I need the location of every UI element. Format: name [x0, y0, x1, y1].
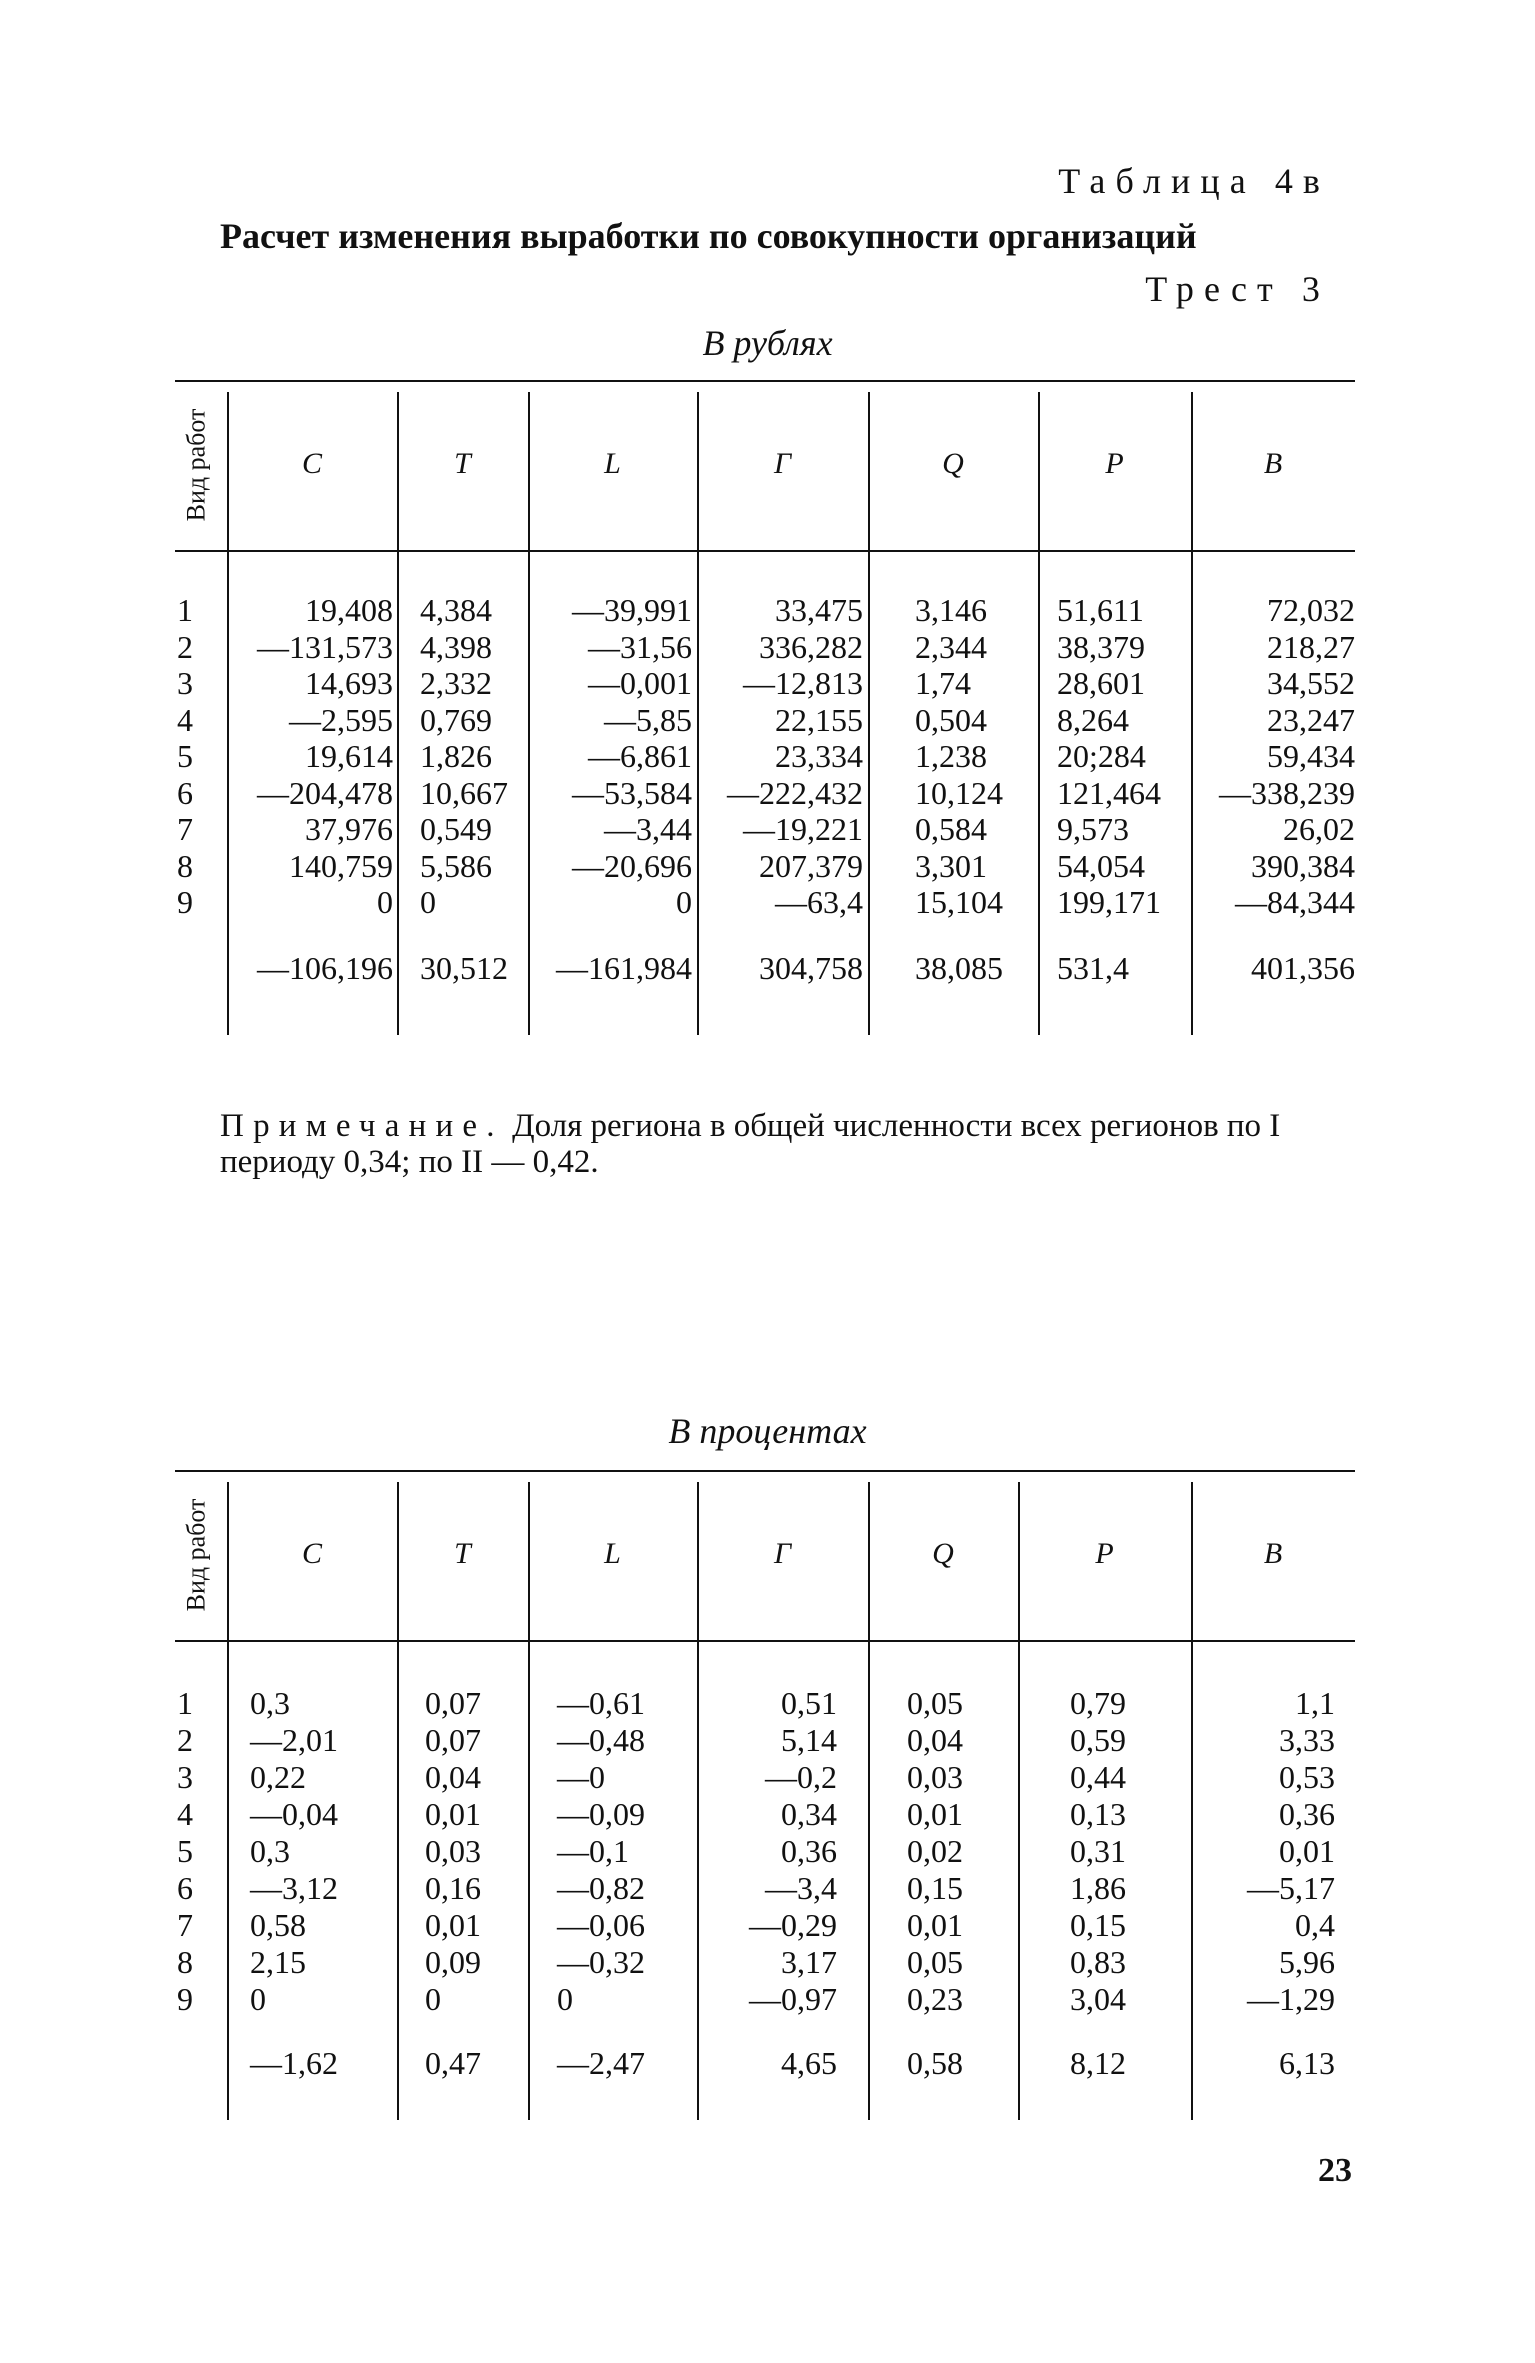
table-cell: 0,769 — [420, 701, 492, 738]
column-header: В — [1263, 1537, 1283, 1570]
table-cell: 10,124 — [915, 774, 1003, 811]
table-cell: 0,07 — [425, 1722, 481, 1758]
note-text: Доля региона в общей численности всех регионов по I периоду 0,34; по II — 0,42. — [220, 1108, 1281, 1181]
table-cell: 0,23 — [907, 1981, 963, 2017]
table-cell: —3,12 — [250, 1870, 338, 1906]
table-cell: —0,48 — [557, 1722, 645, 1758]
row-header-label: Вид работ — [181, 408, 210, 522]
table-cell: —131,573 — [257, 628, 393, 665]
column-header: Т — [454, 1537, 471, 1570]
table-cell: —31,56 — [588, 628, 692, 665]
table-cell: 1,86 — [1070, 1870, 1126, 1906]
table-cell: —0,29 — [749, 1907, 837, 1943]
table-cell: 0,03 — [425, 1833, 481, 1869]
table-cell: 0 — [377, 884, 393, 920]
table-cell: 4,65 — [781, 2045, 837, 2081]
column-header: Q — [942, 447, 964, 480]
column-rule — [227, 392, 229, 1035]
row-number: 2 — [177, 628, 193, 665]
table-cell: 0,03 — [907, 1759, 963, 1795]
header-bottom-rule — [175, 550, 1355, 552]
column-header: Г — [773, 1537, 792, 1570]
table-cell: 38,085 — [915, 950, 1003, 986]
table-cell: 0,01 — [907, 1907, 963, 1943]
table-cell: —0,97 — [749, 1981, 837, 2017]
table-cell: 3,17 — [781, 1944, 837, 1980]
table-cell: 0,83 — [1070, 1944, 1126, 1980]
table-cell: —6,861 — [588, 738, 692, 774]
table-cell: 0,01 — [425, 1796, 481, 1832]
table-cell: 1,74 — [915, 665, 971, 701]
column-rule — [697, 1482, 699, 2120]
table-cell: 0,53 — [1279, 1759, 1335, 1795]
table-cell: 0 — [425, 1981, 441, 2017]
table-cell: 0,504 — [915, 701, 987, 738]
table-cell: 304,758 — [759, 950, 863, 986]
table-cell: 26,02 — [1283, 811, 1355, 847]
table-cell: 33,475 — [775, 592, 863, 628]
table-cell: —1,62 — [250, 2045, 338, 2081]
table-cell: 218,27 — [1267, 628, 1355, 665]
table-cell: —63,4 — [775, 884, 863, 920]
table-top-rule — [175, 380, 1355, 382]
column-rule — [528, 392, 530, 1035]
table-cell: 0,549 — [420, 811, 492, 847]
table-cell: 3,301 — [915, 847, 987, 884]
table-cell: —20,696 — [572, 847, 692, 884]
table-cell: 0,02 — [907, 1833, 963, 1869]
table-cell: 3,146 — [915, 592, 987, 628]
table-cell: 9,573 — [1057, 811, 1129, 847]
table-cell: 121,464 — [1057, 774, 1161, 811]
table-cell: 54,054 — [1057, 847, 1145, 884]
table-cell: —0,001 — [588, 665, 692, 701]
table-cell: —12,813 — [743, 665, 863, 701]
row-number: 1 — [177, 592, 193, 628]
table-cell: 2,332 — [420, 665, 492, 701]
table-cell: —0,32 — [557, 1944, 645, 1980]
row-number: 9 — [177, 1981, 193, 2017]
row-number: 3 — [177, 665, 193, 701]
row-number: 6 — [177, 1870, 193, 1906]
table-cell: —338,239 — [1219, 774, 1355, 811]
table-cell: 8,264 — [1057, 701, 1129, 738]
table-cell: 0 — [557, 1981, 573, 2017]
table-title: Расчет изменения выработки по совокупности организаций — [220, 216, 1197, 256]
column-rule — [697, 392, 699, 1035]
table-rubles — [175, 380, 1355, 1035]
table-cell: 0,05 — [907, 1685, 963, 1721]
table-cell: 22,155 — [775, 701, 863, 738]
table-cell: 37,976 — [305, 811, 393, 847]
table-cell: 5,96 — [1279, 1944, 1335, 1980]
table-cell: —53,584 — [572, 774, 692, 811]
table-cell: 0,584 — [915, 811, 987, 847]
row-number: 8 — [177, 847, 193, 884]
table-cell: 0,58 — [907, 2045, 963, 2081]
table-cell: —5,17 — [1247, 1870, 1335, 1906]
table-cell: 34,552 — [1267, 665, 1355, 701]
table-cell: —3,44 — [604, 811, 692, 847]
header-bottom-rule — [175, 1640, 1355, 1642]
table-cell: 0,4 — [1295, 1907, 1335, 1943]
row-header-label: Вид работ — [181, 1498, 210, 1612]
table-cell: 5,14 — [781, 1722, 837, 1758]
column-rule — [1038, 392, 1040, 1035]
table-cell: 10,667 — [420, 774, 508, 811]
table-cell: —19,221 — [743, 811, 863, 847]
table-cell: 0,36 — [781, 1833, 837, 1869]
table-cell: —161,984 — [556, 950, 692, 986]
table-cell: 0,01 — [907, 1796, 963, 1832]
table-cell: 72,032 — [1267, 592, 1355, 628]
column-header: С — [301, 1537, 322, 1570]
column-rule — [397, 1482, 399, 2120]
column-header: Р — [1105, 447, 1124, 480]
row-number: 4 — [177, 1796, 193, 1832]
row-number: 9 — [177, 884, 193, 920]
table-cell: 0,15 — [1070, 1907, 1126, 1943]
table-cell: 4,398 — [420, 628, 492, 665]
table-cell: 0,13 — [1070, 1796, 1126, 1832]
table-cell: 4,384 — [420, 592, 492, 628]
table-cell: —5,85 — [604, 701, 692, 738]
column-header: В — [1263, 447, 1283, 480]
column-header: Q — [932, 1537, 954, 1570]
table-cell: 6,13 — [1279, 2045, 1335, 2081]
row-number: 2 — [177, 1722, 193, 1758]
table-cell: 23,247 — [1267, 701, 1355, 738]
table-cell: —106,196 — [257, 950, 393, 986]
table-cell: 0,58 — [250, 1907, 306, 1943]
table-cell: 0,16 — [425, 1870, 481, 1906]
column-rule — [227, 1482, 229, 2120]
page-number: 23 — [1318, 2152, 1352, 2189]
row-number: 8 — [177, 1944, 193, 1980]
column-rule — [868, 392, 870, 1035]
row-number: 7 — [177, 811, 193, 847]
table-cell: 0 — [250, 1981, 266, 2017]
table-cell: 0,34 — [781, 1796, 837, 1832]
row-number: 3 — [177, 1759, 193, 1795]
column-header: Р — [1095, 1537, 1114, 1570]
table-cell: —0,04 — [250, 1796, 338, 1832]
row-number: 4 — [177, 701, 193, 738]
table-cell: 14,693 — [305, 665, 393, 701]
table-cell: —0,82 — [557, 1870, 645, 1906]
table-cell: 207,379 — [759, 847, 863, 884]
table-cell: —84,344 — [1235, 884, 1355, 920]
table-cell: 1,826 — [420, 738, 492, 774]
column-header: Т — [454, 447, 471, 480]
table-cell: —0,2 — [765, 1759, 837, 1795]
table-cell: 0,04 — [907, 1722, 963, 1758]
table-cell: 0,51 — [781, 1685, 837, 1721]
table-cell: 140,759 — [289, 847, 393, 884]
table-cell: 0,07 — [425, 1685, 481, 1721]
row-header — [175, 1470, 217, 1640]
row-number: 5 — [177, 738, 193, 774]
column-rule — [1018, 1482, 1020, 2120]
table-percent — [175, 1470, 1355, 2120]
table-cell: 0 — [420, 884, 436, 920]
table-cell: 0,3 — [250, 1833, 290, 1869]
column-rule — [868, 1482, 870, 2120]
table-cell: —0,61 — [557, 1685, 645, 1721]
table-cell: 0,36 — [1279, 1796, 1335, 1832]
row-number: 5 — [177, 1833, 193, 1869]
table-cell: —204,478 — [257, 774, 393, 811]
table-cell: 0,01 — [1279, 1833, 1335, 1869]
table-cell: 0,3 — [250, 1685, 290, 1721]
note-label: Примечание. — [220, 1108, 504, 1144]
table-cell: 0,22 — [250, 1759, 306, 1795]
table-cell: 8,12 — [1070, 2045, 1126, 2081]
table-cell: —0,06 — [557, 1907, 645, 1943]
table-cell: 199,171 — [1057, 884, 1161, 920]
table-cell: 1,238 — [915, 738, 987, 774]
table-cell: —3,4 — [765, 1870, 837, 1906]
table-cell: 0,79 — [1070, 1685, 1126, 1721]
row-header — [175, 380, 217, 550]
table-cell: 0,15 — [907, 1870, 963, 1906]
table-cell: 0 — [676, 884, 692, 920]
table-cell: 19,408 — [305, 592, 393, 628]
units-percent: В процентах — [668, 1411, 867, 1451]
table-cell: —2,01 — [250, 1722, 338, 1758]
table-cell: 3,04 — [1070, 1981, 1126, 2017]
table-cell: 0,04 — [425, 1759, 481, 1795]
table-cell: 0,05 — [907, 1944, 963, 1980]
note — [220, 1108, 1350, 1181]
units-rubles: В рублях — [702, 323, 833, 363]
table-cell: 0,09 — [425, 1944, 481, 1980]
trust-label: Трест 3 — [1145, 269, 1330, 309]
table-cell: —2,595 — [289, 701, 393, 738]
column-rule — [1191, 392, 1193, 1035]
table-cell: 336,282 — [759, 628, 863, 665]
table-cell: —0,09 — [557, 1796, 645, 1832]
table-cell: 15,104 — [915, 884, 1003, 920]
column-header: Г — [773, 447, 792, 480]
column-rule — [1191, 1482, 1193, 2120]
table-cell: 5,586 — [420, 847, 492, 884]
table-cell: 38,379 — [1057, 628, 1145, 665]
table-cell: 2,344 — [915, 628, 987, 665]
column-rule — [528, 1482, 530, 2120]
table-cell: 401,356 — [1251, 950, 1355, 986]
table-cell: 19,614 — [305, 738, 393, 774]
column-rule — [397, 392, 399, 1035]
table-cell: 20;284 — [1057, 738, 1146, 774]
table-cell: —1,29 — [1247, 1981, 1335, 2017]
table-cell: 3,33 — [1279, 1722, 1335, 1758]
table-cell: 1,1 — [1295, 1685, 1335, 1721]
table-cell: —2,47 — [557, 2045, 645, 2081]
column-header: L — [604, 447, 621, 480]
table-cell: 0,44 — [1070, 1759, 1126, 1795]
table-cell: 0,59 — [1070, 1722, 1126, 1758]
table-cell: 59,434 — [1267, 738, 1355, 774]
table-cell: 30,512 — [420, 950, 508, 986]
table-cell: —0 — [557, 1759, 605, 1795]
column-header: L — [604, 1537, 621, 1570]
table-cell: —222,432 — [727, 774, 863, 811]
row-number: 1 — [177, 1685, 193, 1721]
column-header: С — [301, 447, 322, 480]
table-label: Таблица 4в — [1058, 161, 1330, 201]
table-cell: 0,31 — [1070, 1833, 1126, 1869]
table-cell: 0,47 — [425, 2045, 481, 2081]
table-cell: 51,611 — [1057, 592, 1144, 628]
row-number: 6 — [177, 774, 193, 811]
table-cell: 0,01 — [425, 1907, 481, 1943]
table-cell: 28,601 — [1057, 665, 1145, 701]
row-number: 7 — [177, 1907, 193, 1943]
table-cell: 531,4 — [1057, 950, 1129, 986]
table-cell: —0,1 — [557, 1833, 629, 1869]
table-cell: 2,15 — [250, 1944, 306, 1980]
table-cell: 390,384 — [1251, 847, 1355, 884]
table-top-rule — [175, 1470, 1355, 1472]
table-cell: —39,991 — [572, 592, 692, 628]
table-cell: 23,334 — [775, 738, 863, 774]
